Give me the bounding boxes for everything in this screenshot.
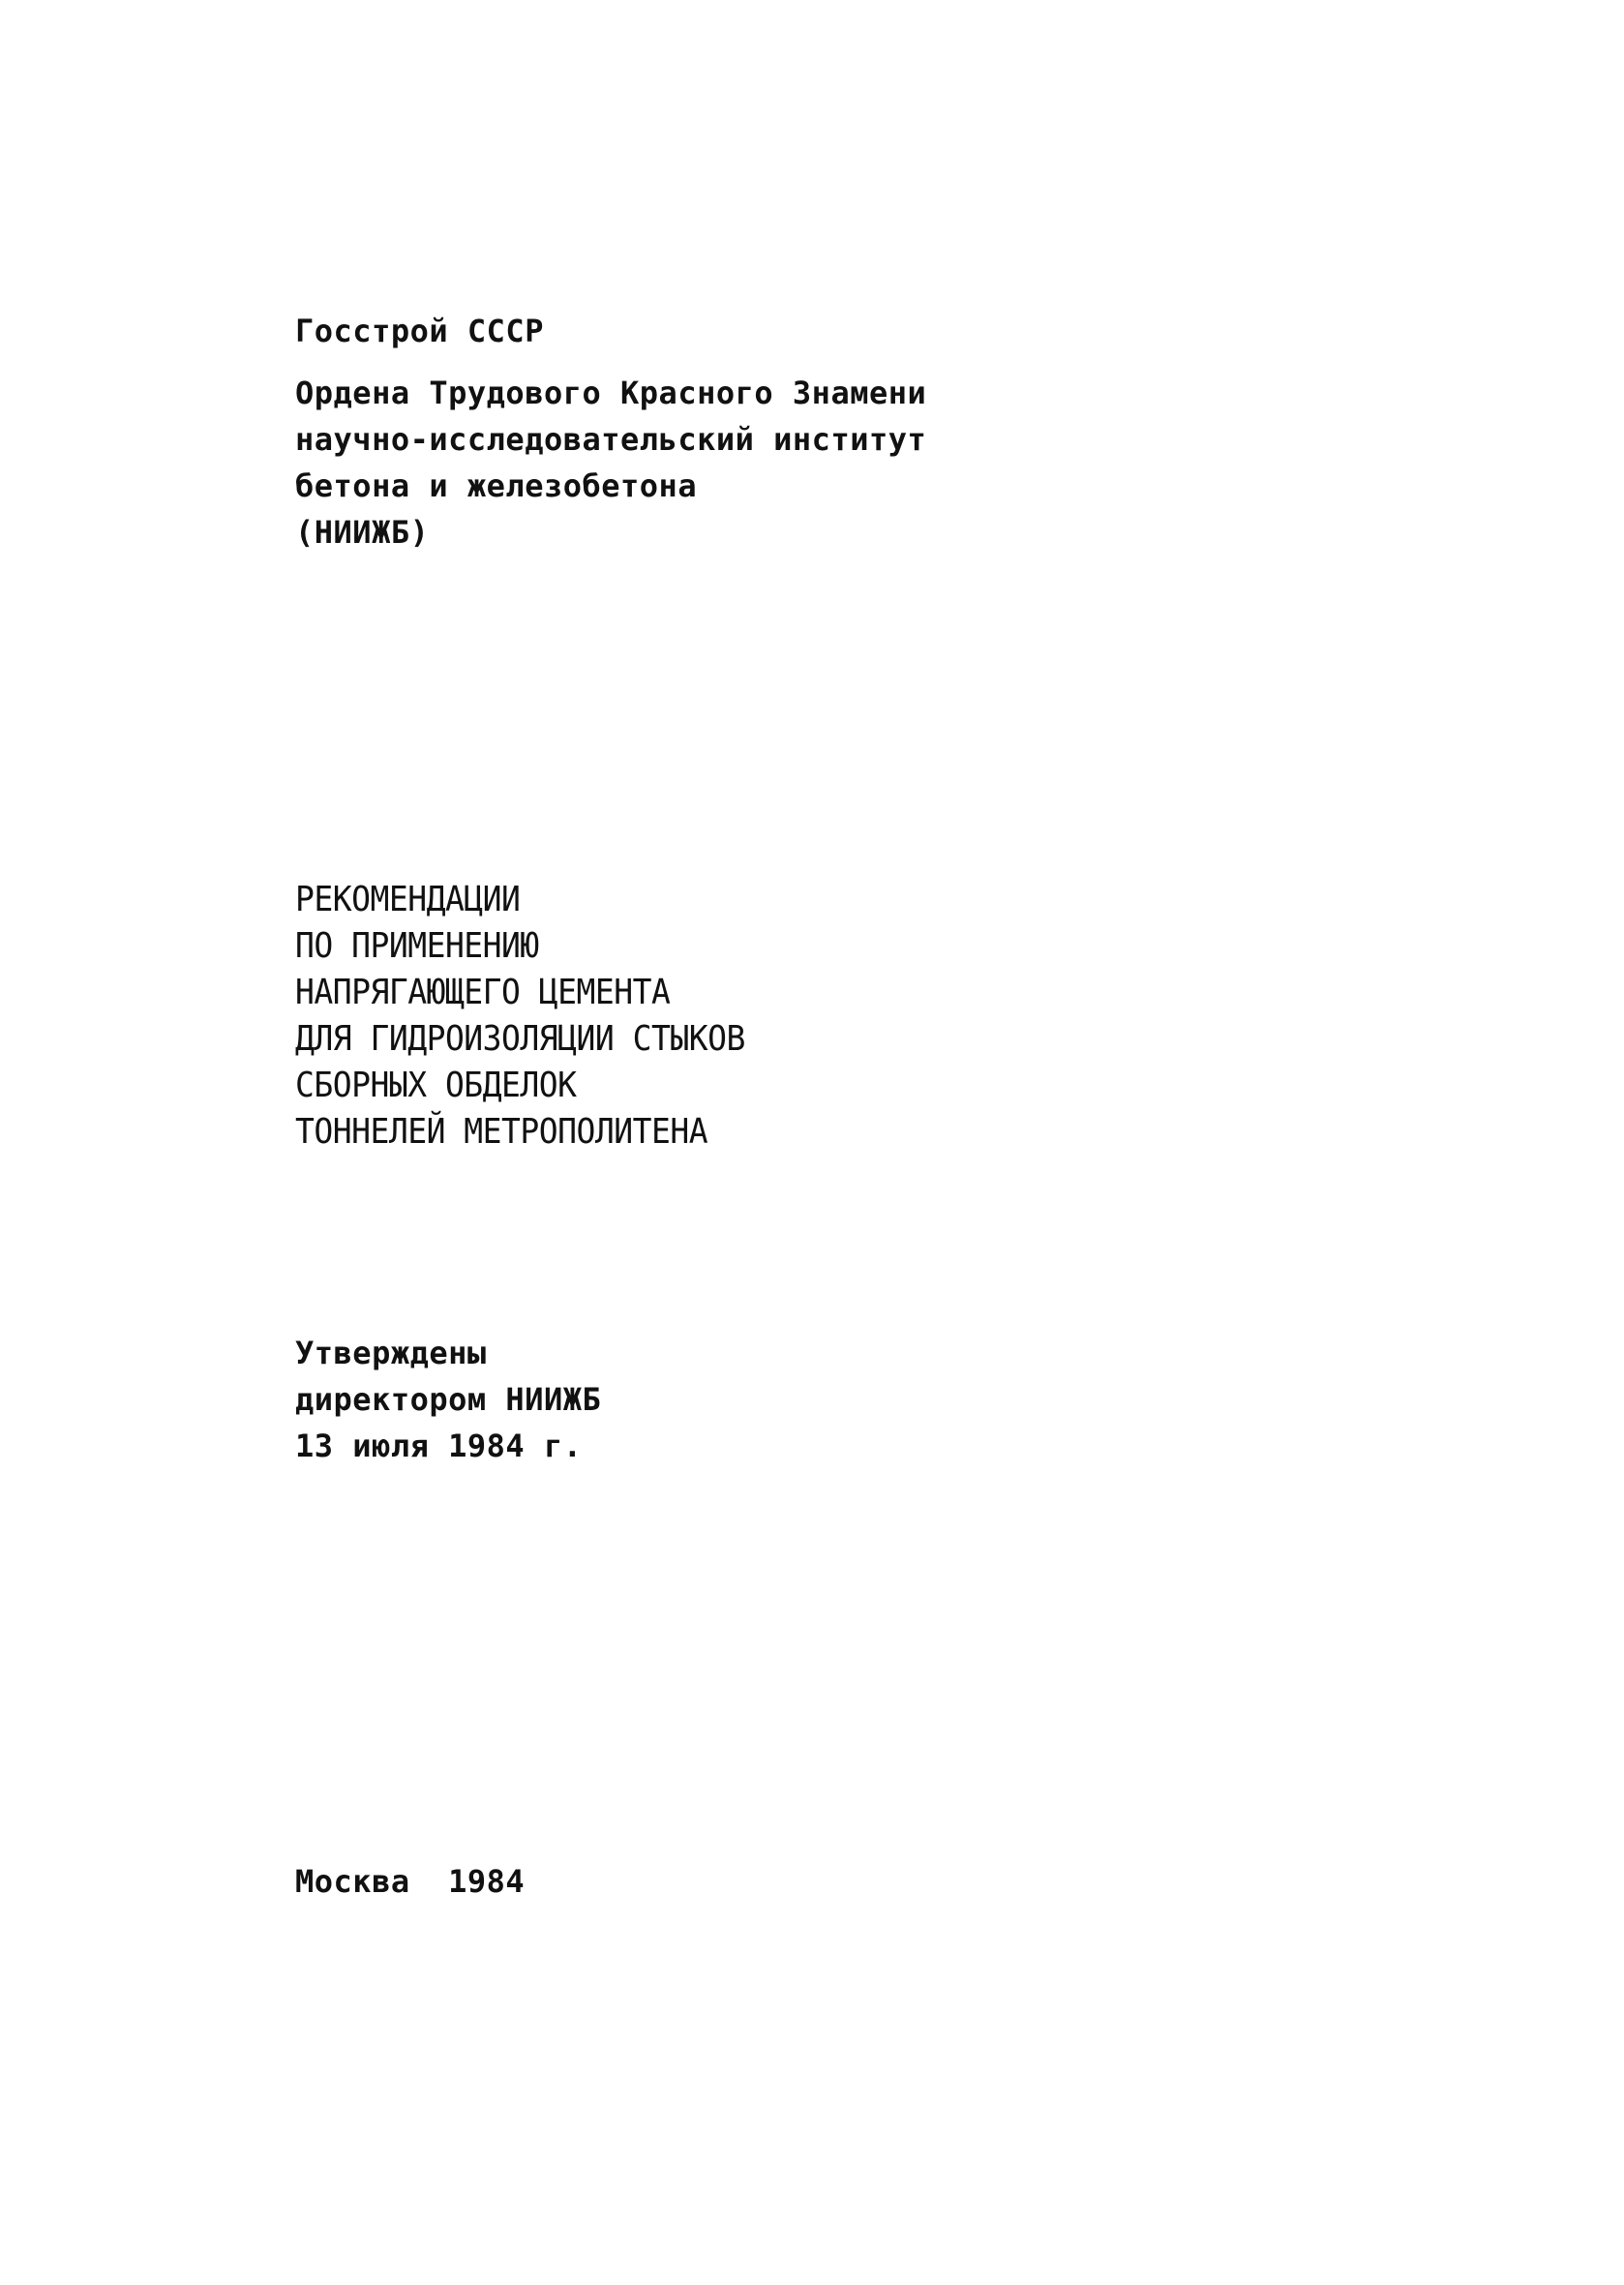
- approval-note: [295, 1330, 601, 1469]
- document-title: [295, 876, 745, 1155]
- institute-abbreviation: (НИИЖБ): [295, 514, 430, 551]
- title-line: РЕКОМЕНДАЦИИ: [295, 878, 521, 919]
- publication-footer: [295, 1858, 525, 1905]
- title-line: ТОННЕЛЕЙ МЕТРОПОЛИТЕНА: [295, 1110, 708, 1152]
- approval-line: Утверждены: [295, 1335, 487, 1371]
- title-line: НАПРЯГАЮЩЕГО ЦЕМЕНТА: [295, 971, 671, 1012]
- institute-line: бетона и железобетона: [295, 467, 698, 504]
- title-line: ДЛЯ ГИДРОИЗОЛЯЦИИ СТЫКОВ: [295, 1017, 745, 1059]
- title-line: ПО ПРИМЕНЕНИЮ: [295, 924, 539, 966]
- institute-line: научно-исследовательский институт: [295, 421, 927, 458]
- organization-header: [295, 308, 544, 354]
- organization-name: Госстрой СССР: [295, 313, 544, 349]
- institute-line: Ордена Трудового Красного Знамени: [295, 375, 927, 411]
- title-line: СБОРНЫХ ОБДЕЛОК: [295, 1064, 577, 1105]
- approval-line: директором НИИЖБ: [295, 1381, 602, 1418]
- institute-header: [295, 370, 926, 556]
- approval-date: 13 июля 1984 г.: [295, 1428, 583, 1464]
- place-and-year: Москва 1984: [295, 1863, 526, 1900]
